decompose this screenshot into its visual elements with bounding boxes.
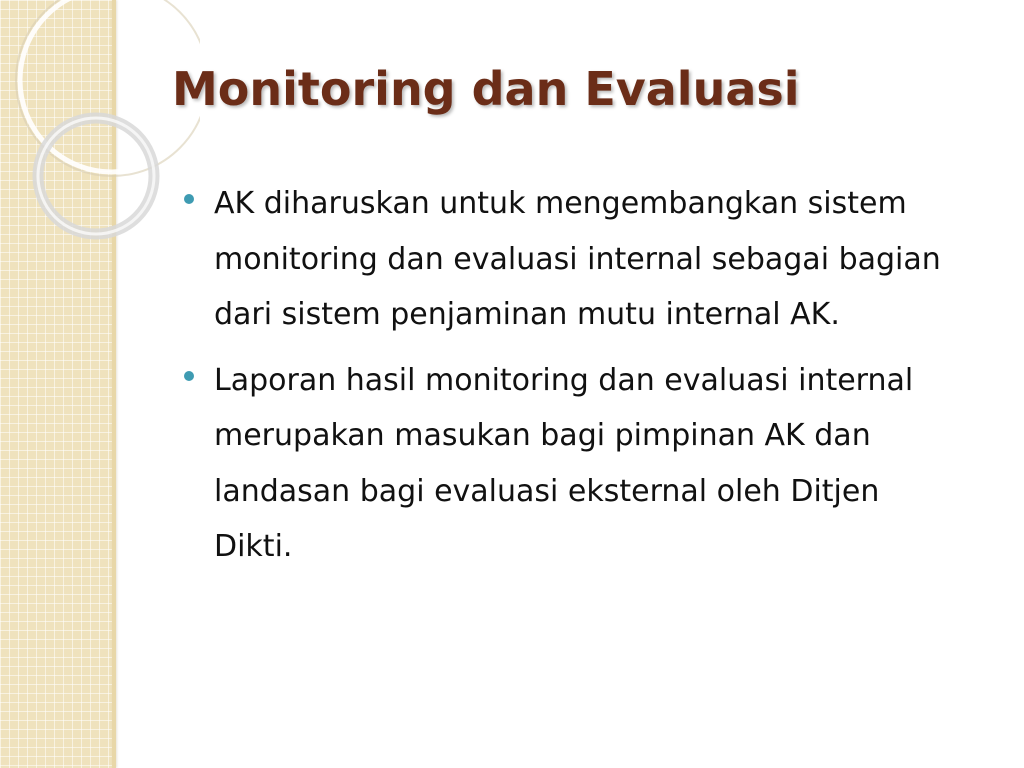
slide-title: Monitoring dan Evaluasi	[172, 62, 800, 116]
bullet-text: AK diharuskan untuk mengembangkan sistem monitoring dan evaluasi internal sebagai bagian dari sistem penjaminan mutu internal AK.	[214, 186, 941, 332]
bullet-dot-icon	[184, 194, 194, 204]
side-band-pattern	[0, 0, 112, 768]
bullet-text: Laporan hasil monitoring dan evaluasi internal merupakan masukan bagi pimpinan AK dan landasan bagi evaluasi eksternal oleh Ditjen Dikti.	[214, 362, 914, 564]
bullet-item	[180, 353, 960, 575]
bullet-item	[180, 176, 960, 343]
bullet-list	[180, 176, 960, 585]
side-band-edge	[112, 0, 116, 768]
bullet-dot-icon	[184, 371, 194, 381]
